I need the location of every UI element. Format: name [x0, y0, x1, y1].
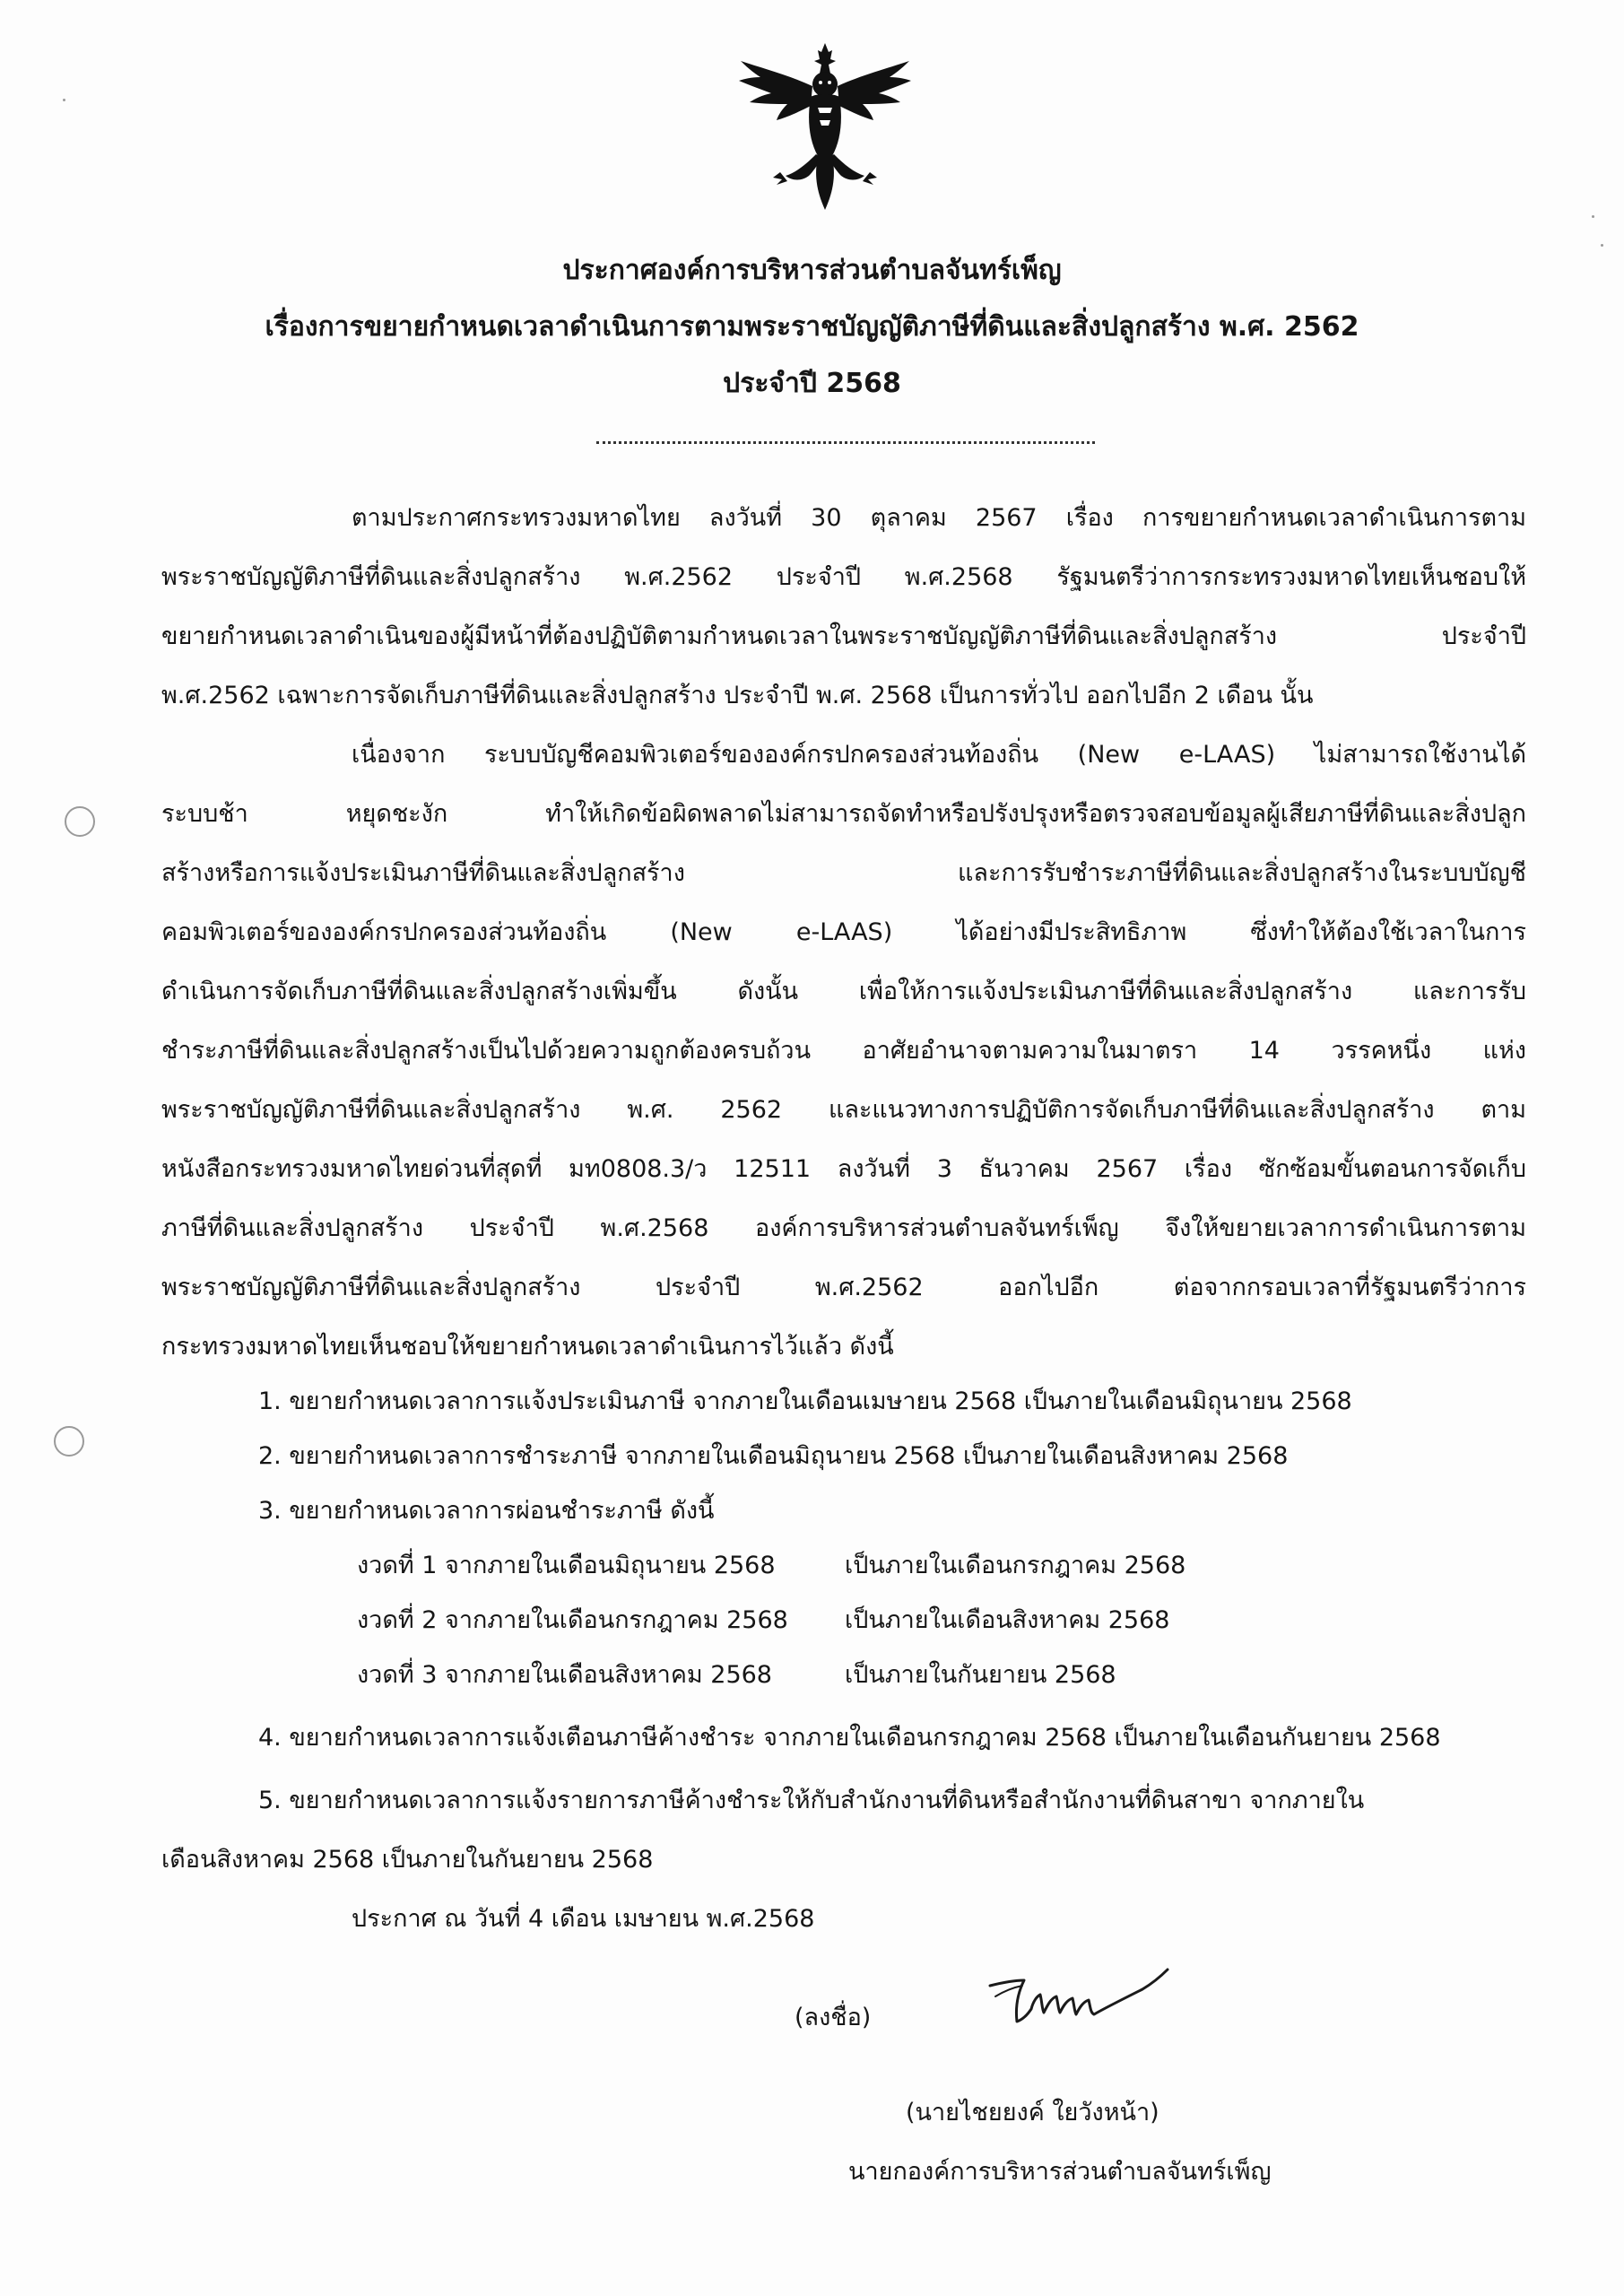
- scan-speck: [1592, 215, 1594, 218]
- list-item-1: 1. ขยายกำหนดเวลาการแจ้งประเมินภาษี จากภายในเดือนเมษายน 2568 เป็นภายในเดือนมิถุนายน 2568: [258, 1387, 1352, 1415]
- list-item-4: 4. ขยายกำหนดเวลาการแจ้งเตือนภาษีค้างชำระ จากภายในเดือนกรกฎาคม 2568 เป็นภายในเดือนกันยายน 2568: [258, 1724, 1441, 1752]
- paragraph-2-line: กระทรวงมหาดไทยเห็นชอบให้ขยายกำหนดเวลาดำเนินการไว้แล้ว ดังนี้: [161, 1333, 894, 1361]
- garuda-emblem-icon: [735, 41, 915, 212]
- announcement-date: ประกาศ ณ วันที่ 4 เดือน เมษายน พ.ศ.2568: [352, 1905, 815, 1933]
- installment-from: งวดที่ 2 จากภายในเดือนกรกฎาคม 2568: [357, 1606, 788, 1634]
- signatory-position: นายกองค์การบริหารส่วนตำบลจันทร์เพ็ญ: [848, 2158, 1272, 2186]
- list-item-5-continued: เดือนสิงหาคม 2568 เป็นภายในกันยายน 2568: [161, 1846, 654, 1874]
- paragraph-2-line: พระราชบัญญัติภาษีที่ดินและสิ่งปลูกสร้าง ประจำปี พ.ศ.2562 ออกไปอีก ต่อจากกรอบเวลาที่รัฐมนตรีว่าการ: [161, 1274, 1526, 1301]
- list-item-2: 2. ขยายกำหนดเวลาการชำระภาษี จากภายในเดือนมิถุนายน 2568 เป็นภายในเดือนสิงหาคม 2568: [258, 1442, 1289, 1470]
- installment-to: เป็นภายในเดือนสิงหาคม 2568: [845, 1606, 1170, 1634]
- installment-from: งวดที่ 1 จากภายในเดือนมิถุนายน 2568: [357, 1552, 776, 1579]
- dotted-separator: [596, 441, 1095, 444]
- sign-label: (ลงชื่อ): [795, 2004, 872, 2031]
- paragraph-2-line: พระราชบัญญัติภาษีที่ดินและสิ่งปลูกสร้าง พ.ศ. 2562 และแนวทางการปฏิบัติการจัดเก็บภาษีที่ดินและสิ่งปลูกสร้าง ตาม: [161, 1096, 1526, 1124]
- installment-from: งวดที่ 3 จากภายในเดือนสิงหาคม 2568: [357, 1661, 772, 1689]
- installment-to: เป็นภายในกันยายน 2568: [845, 1661, 1116, 1689]
- paragraph-2-line: คอมพิวเตอร์ขององค์กรปกครองส่วนท้องถิ่น (New e-LAAS) ได้อย่างมีประสิทธิภาพ ซึ่งทำให้ต้องใช้เวลาในการ: [161, 918, 1526, 946]
- paragraph-1-line: พ.ศ.2562 เฉพาะการจัดเก็บภาษีที่ดินและสิ่งปลูกสร้าง ประจำปี พ.ศ. 2568 เป็นการทั่วไป ออกไปอีก 2 เดือน นั้น: [161, 682, 1314, 709]
- handwritten-signature-icon: [977, 1955, 1184, 2036]
- paragraph-2-line: ดำเนินการจัดเก็บภาษีที่ดินและสิ่งปลูกสร้างเพิ่มขึ้น ดังนั้น เพื่อให้การแจ้งประเมินภาษีที่ดินและสิ่งปลูกสร้าง และการรับ: [161, 978, 1526, 1005]
- list-item-5: 5. ขยายกำหนดเวลาการแจ้งรายการภาษีค้างชำระให้กับสำนักงานที่ดินหรือสำนักงานที่ดินสาขา จากภายใน: [258, 1787, 1365, 1814]
- paragraph-2-line: สร้างหรือการแจ้งประเมินภาษีที่ดินและสิ่งปลูกสร้าง และการรับชำระภาษีที่ดินและสิ่งปลูกสร้างในระบบบัญชี: [161, 859, 1526, 887]
- list-item-3: 3. ขยายกำหนดเวลาการผ่อนชำระภาษี ดังนี้: [258, 1497, 715, 1525]
- announcement-title: ประกาศองค์การบริหารส่วนตำบลจันทร์เพ็ญ: [562, 255, 1062, 286]
- paragraph-1-line: ขยายกำหนดเวลาดำเนินของผู้มีหน้าที่ต้องปฏิบัติตามกำหนดเวลาในพระราชบัญญัติภาษีที่ดินและสิ่งปลูกสร้าง ประจำปี: [161, 622, 1526, 650]
- signatory-name: (นายไชยยงค์ ใยวังหน้า): [906, 2099, 1159, 2126]
- paragraph-2-line: หนังสือกระทรวงมหาดไทยด่วนที่สุดที่ มท0808.3/ว 12511 ลงวันที่ 3 ธันวาคม 2567 เรื่อง ซักซ้อมขั้นตอนการจัดเก็บ: [161, 1155, 1526, 1183]
- announcement-subject: เรื่องการขยายกำหนดเวลาดำเนินการตามพระราชบัญญัติภาษีที่ดินและสิ่งปลูกสร้าง พ.ศ. 2562: [265, 311, 1359, 343]
- paragraph-2-line: ระบบช้า หยุดชะงัก ทำให้เกิดข้อผิดพลาดไม่สามารถจัดทำหรือปรังปรุงหรือตรวจสอบข้อมูลผู้เสียภาษีที่ดินและสิ่งปลูก: [161, 800, 1526, 828]
- paragraph-2-line: เนื่องจาก ระบบบัญชีคอมพิวเตอร์ขององค์กรปกครองส่วนท้องถิ่น (New e-LAAS) ไม่สามารถใช้งานได้: [352, 741, 1526, 769]
- paragraph-1-line: พระราชบัญญัติภาษีที่ดินและสิ่งปลูกสร้าง พ.ศ.2562 ประจำปี พ.ศ.2568 รัฐมนตรีว่าการกระทรวงมหาดไทยเห็นชอบให้: [161, 563, 1526, 591]
- binder-hole: [65, 806, 95, 837]
- binder-hole: [54, 1426, 84, 1457]
- paragraph-2-line: ภาษีที่ดินและสิ่งปลูกสร้าง ประจำปี พ.ศ.2568 องค์การบริหารส่วนตำบลจันทร์เพ็ญ จึงให้ขยายเวลาการดำเนินการตาม: [161, 1214, 1526, 1242]
- scan-speck: [63, 99, 65, 101]
- announcement-year: ประจำปี 2568: [723, 368, 901, 399]
- installment-to: เป็นภายในเดือนกรกฎาคม 2568: [845, 1552, 1186, 1579]
- scan-speck: [1601, 244, 1603, 247]
- paragraph-2-line: ชำระภาษีที่ดินและสิ่งปลูกสร้างเป็นไปด้วยความถูกต้องครบถ้วน อาศัยอำนาจตามความในมาตรา 14 วรรคหนึ่ง แห่ง: [161, 1037, 1526, 1065]
- paragraph-1-line: ตามประกาศกระทรวงมหาดไทย ลงวันที่ 30 ตุลาคม 2567 เรื่อง การขยายกำหนดเวลาดำเนินการตาม: [352, 504, 1526, 532]
